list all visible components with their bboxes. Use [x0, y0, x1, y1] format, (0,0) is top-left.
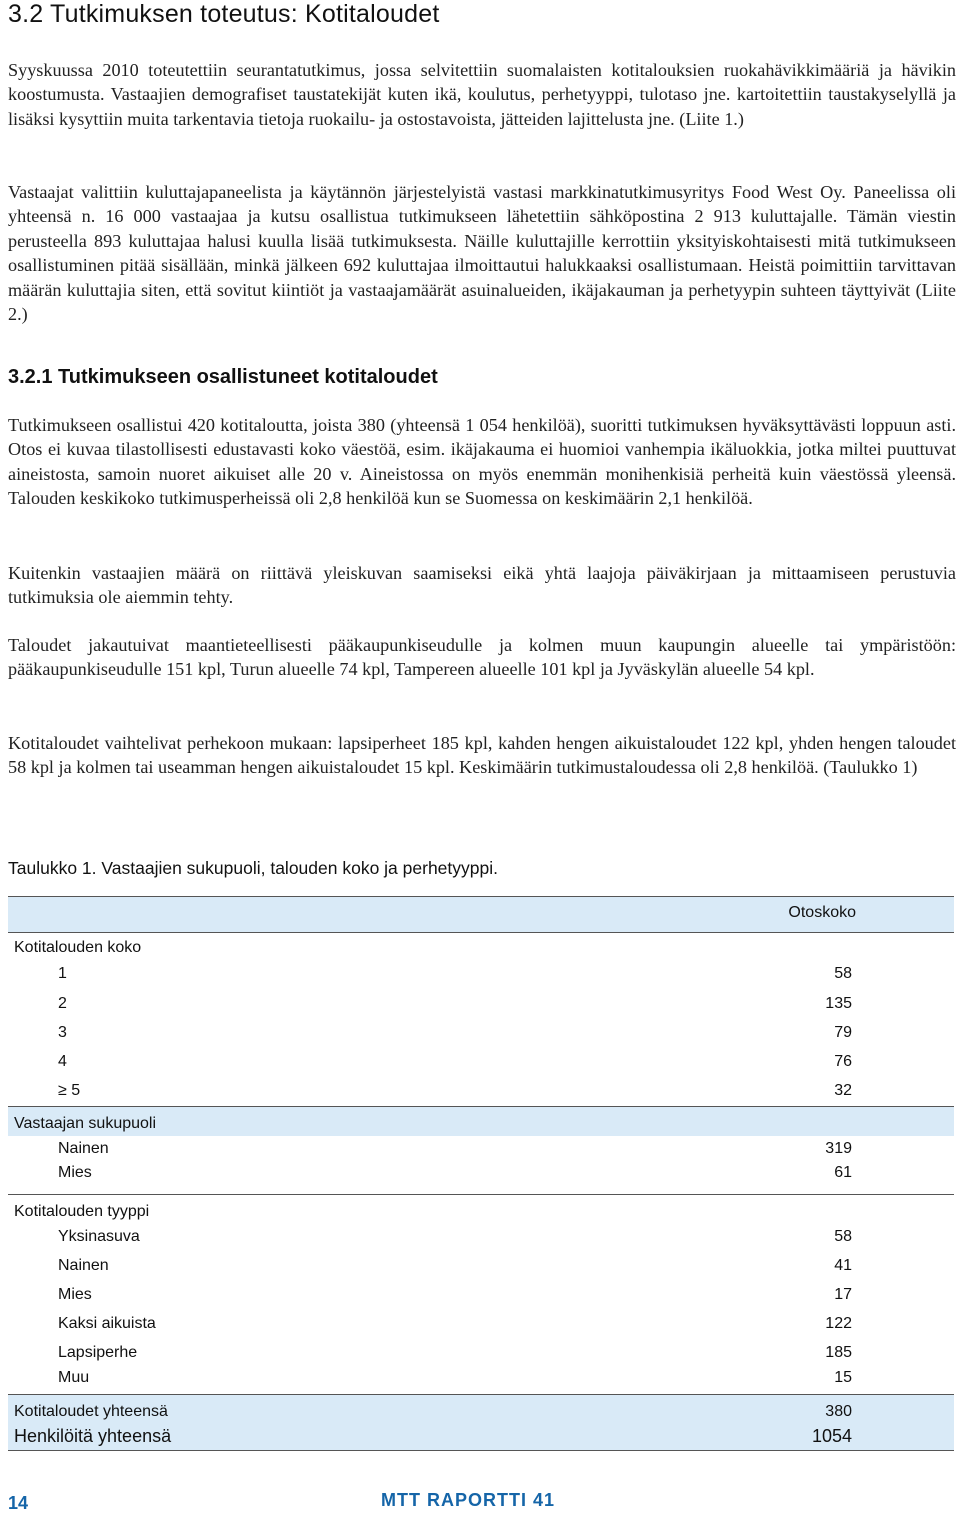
total-persons-value: 1054 [811, 1426, 852, 1446]
table-row-label: Kaksi aikuista [58, 1315, 156, 1332]
table-row-value: 135 [825, 995, 852, 1012]
table-row-label: Yksinasuva [58, 1228, 140, 1245]
total-persons-label: Henkilöitä yhteensä [14, 1426, 172, 1446]
totals-rule [8, 1394, 954, 1395]
table-row-label: Muu [58, 1369, 90, 1386]
table-row-value: 61 [834, 1164, 852, 1181]
paragraph-participants: Tutkimukseen osallistui 420 kotitaloutta, joista 380 (yhteensä 1 054 henkilöä), suoritti tutkimuksen hyväksyttävästi loppuun asti. Otos ei kuvaa tilastollisesti edustavasti koko väestöä, esim. ikäjakauma ei huomioi vanhempia ikäluokkia, jotka miltei puuttuvat aineistosta, samoin nuoret aikuiset alle 20 v. Aineistossa on myös enemmän monihenkisiä perheitä kuin väestössä yleensä. Talouden keskikoko tutkimusperheissä oli 2,8 henkilöä kun se Suomessa on keskimäärin 2,1 henkilöä. [8, 415, 956, 509]
subsection-heading: 3.2.1 Tutkimukseen osallistuneet kotitaloudet [8, 366, 438, 388]
table-row-value: 185 [825, 1344, 852, 1361]
table-row-label: 3 [58, 1024, 67, 1041]
table-row-label: Mies [58, 1286, 92, 1303]
paragraph-geography: Taloudet jakautuivat maantieteellisesti pääkaupunkiseudulle ja kolmen muun kaupungin alueelle tai ympäristöön: pääkaupunkiseudulle 151 kpl, Turun alueelle 74 kpl, Tampereen alueelle 101 kpl ja Jyväskylän alueelle 54 kpl. [8, 635, 956, 680]
table-row-label: 4 [58, 1053, 67, 1070]
table-row-value: 15 [834, 1369, 852, 1386]
data-table [8, 896, 954, 1451]
table-row-value: 122 [825, 1315, 852, 1332]
table-header-rule [8, 932, 954, 933]
table-row-label: 1 [58, 965, 67, 982]
section-heading: 3.2 Tutkimuksen toteutus: Kotitaloudet [8, 0, 440, 28]
paragraph-respondents: Vastaajat valittiin kuluttajapaneelista ja käytännön järjestelyistä vastasi markkinatutkimusyritys Food West Oy. Paneelissa oli yhteensä n. 16 000 vastaajaa ja kutsu osallistua tutkimukseen lähetettiin sähköpostina 2 913 kuluttajalle. Tämän viestin perusteella 893 kuluttajaa halusi kuulla lisää tutkimuksesta. Näille kuluttajille kerrottiin yksityiskohtaisesti mitä tutkimukseen osallistuminen pitää sisällään, minkä jälkeen 692 kuluttajaa ilmoittautui halukkaaksi osallistumaan. Heistä poimittiin tarvittavan määrän kuluttajia siten, että sovitut kiintiöt ja vastaajamäärät asuinalueiden, ikäjakauman ja perhetyypin suhteen täyttyivät (Liite 2.) [8, 182, 956, 325]
total-households-value: 380 [825, 1403, 852, 1420]
table-row-label: Nainen [58, 1140, 109, 1157]
table-row-value: 58 [834, 1228, 852, 1245]
group-title-type: Kotitalouden tyyppi [14, 1203, 150, 1220]
table-bottom-rule [8, 1450, 954, 1451]
table-caption: Taulukko 1. Vastaajien sukupuoli, talouden koko ja perhetyyppi. [8, 858, 498, 878]
table-row-value: 41 [834, 1257, 852, 1274]
group-rule-gender [8, 1106, 954, 1107]
group-rule-type [8, 1194, 954, 1195]
column-header-otoskoko: Otoskoko [788, 904, 856, 921]
table-row-label: Mies [58, 1164, 92, 1181]
table-row-label: ≥ 5 [58, 1082, 81, 1099]
paragraph-intro: Syyskuussa 2010 toteutettiin seurantatutkimus, jossa selvitettiin suomalaisten kotitalouksien ruokahävikkimääriä ja hävikin koostumusta. Vastaajien demografiset taustatekijät kuten ikä, koulutus, perhetyyppi, tulotaso jne. kartoitettiin taustakyselyllä ja lisäksi kysyttiin muita tarkentavia tietoja ruokailu- ja ostostavoista, jätteiden lajittelusta jne. (Liite 1.) [8, 60, 956, 129]
table-row-value: 319 [825, 1140, 852, 1157]
table-top-rule [8, 896, 954, 897]
paragraph-family-size: Kotitaloudet vaihtelivat perhekoon mukaan: lapsiperheet 185 kpl, kahden hengen aikuistaloudet 122 kpl, yhden hengen taloudet 58 kpl ja kolmen tai useamman hengen aikuistaloudet 15 kpl. Keskimäärin tutkimustaloudessa oli 2,8 henkilöä. (Taulukko 1) [8, 733, 956, 778]
group-title-gender: Vastaajan sukupuoli [14, 1115, 157, 1132]
table-row-label: Nainen [58, 1257, 109, 1274]
table-row-value: 76 [834, 1053, 852, 1070]
table-row-value: 79 [834, 1024, 852, 1041]
group-title-size: Kotitalouden koko [14, 939, 142, 956]
total-households-label: Kotitaloudet yhteensä [14, 1403, 168, 1420]
table-row-label: Lapsiperhe [58, 1344, 138, 1361]
table-row-value: 58 [834, 965, 852, 982]
table-row-label: 2 [58, 995, 67, 1012]
paragraph-sufficiency: Kuitenkin vastaajien määrä on riittävä yleiskuvan saamiseksi eikä yhtä laajoja päiväkirjaan ja mittaamiseen perustuvia tutkimuksia ole aiemmin tehty. [8, 563, 956, 608]
page-number: 14 [8, 1493, 29, 1513]
table-row-value: 32 [834, 1082, 852, 1099]
report-brand: MTT RAPORTTI 41 [381, 1490, 556, 1510]
table-row-value: 17 [834, 1286, 852, 1303]
